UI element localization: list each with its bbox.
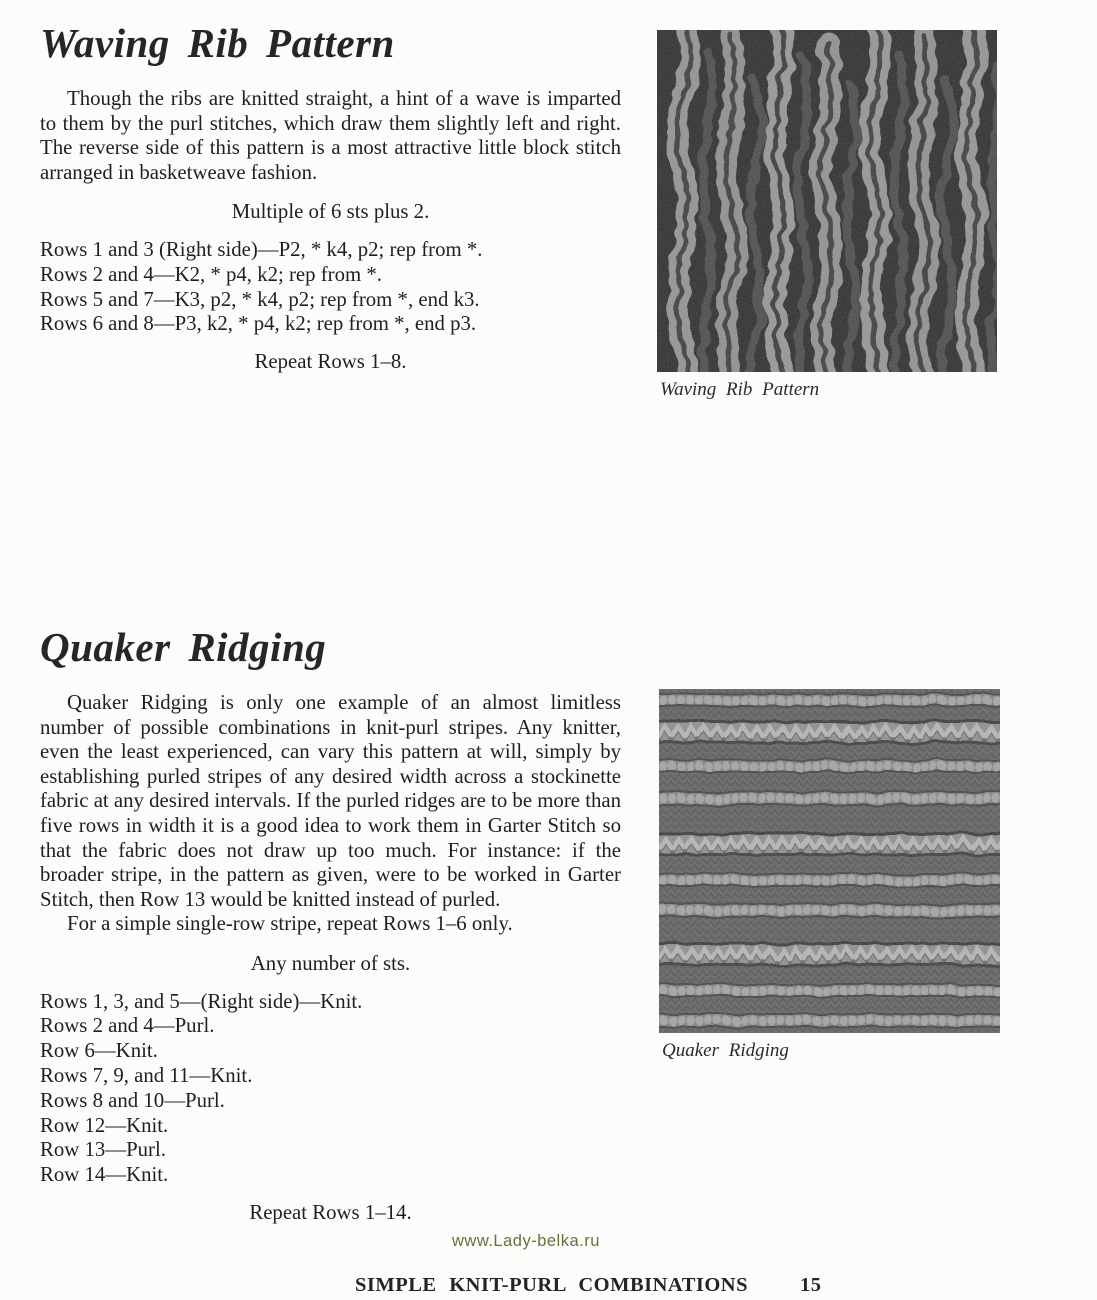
intro-paragraph: Though the ribs are knitted straight, a hint of a wave is imparted to them by the purl stitches, which draw them slightly left and right. The reverse side of this pattern is a most attractive little block stitch arranged in basketweave fashion. (40, 87, 621, 184)
pattern-rows-list (40, 990, 621, 1188)
watermark-url: www.Lady-belka.ru (452, 1232, 600, 1250)
repeat-instruction: Repeat Rows 1–14. (249, 1200, 412, 1224)
stitch-count-line: Multiple of 6 sts plus 2. (231, 200, 430, 224)
quaker-ridging-photo-texture (659, 689, 1000, 1033)
waving-rib-photo-texture (657, 30, 997, 372)
running-footer (355, 1274, 822, 1297)
section-title-waving-rib: Waving Rib Pattern (40, 20, 395, 66)
pattern-rows-list (40, 238, 621, 337)
photo-caption: Waving Rib Pattern (660, 379, 820, 400)
pattern-row: Rows 1, 3, and 5—(Right side)—Knit. (40, 989, 363, 1013)
pattern-row: Row 13—Purl. (40, 1138, 166, 1162)
pattern-row: Rows 1 and 3 (Right side)—P2, * k4, p2; rep from *. (40, 237, 483, 261)
pattern-row: Rows 8 and 10—Purl. (40, 1088, 225, 1112)
section-title-quaker-ridging: Quaker Ridging (40, 624, 327, 670)
footer-title: SIMPLE KNIT-PURL COMBINATIONS (355, 1274, 749, 1296)
section-waving-rib (40, 20, 621, 388)
pattern-row: Rows 2 and 4—K2, * p4, k2; rep from *. (40, 262, 382, 286)
pattern-row: Row 14—Knit. (40, 1163, 169, 1187)
intro-second-paragraph: For a simple single-row stripe, repeat Rows 1–6 only. (67, 912, 513, 936)
section-quaker-ridging (40, 624, 621, 1239)
pattern-row: Rows 2 and 4—Purl. (40, 1014, 215, 1038)
repeat-instruction: Repeat Rows 1–8. (254, 350, 407, 374)
pattern-row: Row 6—Knit. (40, 1039, 158, 1063)
photo-caption: Quaker Ridging (662, 1040, 789, 1061)
page-number: 15 (800, 1274, 822, 1296)
pattern-row: Rows 7, 9, and 11—Knit. (40, 1063, 253, 1087)
waving-rib-photo (657, 30, 997, 401)
pattern-row: Rows 6 and 8—P3, k2, * p4, k2; rep from *, end p3. (40, 312, 477, 336)
pattern-row: Row 12—Knit. (40, 1113, 169, 1137)
stitch-count-line: Any number of sts. (250, 951, 411, 975)
pattern-row: Rows 5 and 7—K3, p2, * k4, p2; rep from *, end k3. (40, 287, 480, 311)
intro-paragraph: Quaker Ridging is only one example of an almost limitless number of possible combinations in knit-purl stripes. Any knitter, even the least experienced, can vary this pattern at will, simply by establishing purled stripes of any desired width across a stockinette fabric at any desired intervals. If the purled ridges are to be more than five rows in width it is a good idea to work them in Garter Stitch so that the fabric does not draw up too much. For instance: if the broader stripe, in the pattern as given, were to be worked in Garter Stitch, then Row 13 would be knitted instead of purled. (40, 691, 621, 911)
quaker-ridging-photo (659, 689, 1000, 1062)
